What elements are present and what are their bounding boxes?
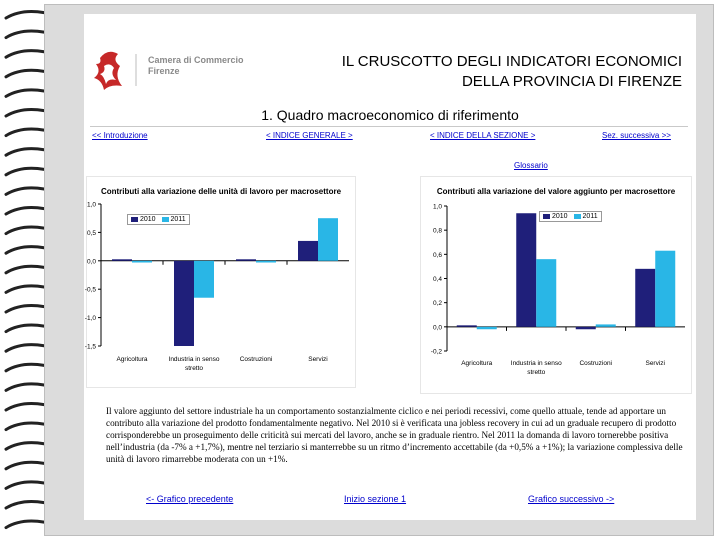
chart-title: Contributi alla variazione del valore aggiunto per macrosettore xyxy=(436,187,676,196)
bar-2010-2 xyxy=(174,261,194,346)
y-tick-label: 1,0 xyxy=(432,203,442,211)
legend-swatch-2011 xyxy=(574,214,581,219)
previous-chart-link[interactable]: <- Grafico precedente xyxy=(146,494,234,504)
bar-2011-1 xyxy=(132,261,152,263)
x-tick-label: Servizi xyxy=(645,360,666,367)
legend-swatch-2010 xyxy=(131,217,138,222)
chart-plot xyxy=(421,177,691,393)
chart-legend xyxy=(539,211,602,222)
y-tick-label: -1,5 xyxy=(84,343,96,351)
y-tick-label: -1,0 xyxy=(84,315,96,323)
bar-2011-4 xyxy=(655,251,675,327)
logo-line-2: Firenze xyxy=(148,66,180,76)
bar-2010-4 xyxy=(635,269,655,327)
title-line-1: IL CRUSCOTTO DEGLI INDICATORI ECONOMICI xyxy=(341,53,682,70)
y-tick-label: 0,5 xyxy=(86,229,96,237)
labour-units-chart xyxy=(86,176,356,388)
chart-plot xyxy=(84,177,355,387)
legend-swatch-2011 xyxy=(162,217,169,222)
intro-link[interactable]: << Introduzione xyxy=(92,131,148,140)
y-tick-label: 0,4 xyxy=(432,276,442,283)
page-content xyxy=(84,14,696,520)
logo-line-1: Camera di Commercio xyxy=(148,55,244,65)
y-tick-label: -0,2 xyxy=(430,348,442,356)
bar-2011-3 xyxy=(596,324,616,326)
bar-2011-3 xyxy=(256,261,276,263)
header-divider xyxy=(90,126,688,127)
glossary-link[interactable]: Glossario xyxy=(514,161,548,170)
next-chart-link[interactable]: Grafico successivo -> xyxy=(528,494,615,504)
x-tick-label: Agricoltura xyxy=(461,360,493,367)
bar-2010-4 xyxy=(298,241,318,261)
section-start-link[interactable]: Inizio sezione 1 xyxy=(344,494,407,504)
x-tick-label: stretto xyxy=(184,365,204,372)
y-tick-label: 0,2 xyxy=(432,300,442,308)
page-title xyxy=(342,52,682,92)
chart-title: Contributi alla variazione delle unità di lavoro per macrosettore xyxy=(100,187,342,196)
legend-label-2010: 2010 xyxy=(140,216,156,223)
section-subtitle: 1. Quadro macroeconomico di riferimento xyxy=(261,107,519,123)
y-tick-label: 0,0 xyxy=(86,258,96,266)
next-section-link[interactable]: Sez. successiva >> xyxy=(602,131,671,140)
y-tick-label: -0,5 xyxy=(84,286,96,294)
y-tick-label: 0,8 xyxy=(432,227,442,235)
title-line-2: DELLA PROVINCIA DI FIRENZE xyxy=(461,73,682,90)
x-tick-label: Costruzioni xyxy=(239,356,273,363)
y-tick-label: 0,0 xyxy=(432,324,442,332)
bar-2010-2 xyxy=(516,213,536,327)
legend-label-2011: 2011 xyxy=(582,213,598,220)
bar-2011-2 xyxy=(194,261,214,298)
x-tick-label: Agricoltura xyxy=(116,356,148,363)
x-tick-label: Costruzioni xyxy=(579,360,613,367)
bar-2011-2 xyxy=(536,259,556,327)
y-tick-label: 1,0 xyxy=(86,201,96,209)
x-tick-label: stretto xyxy=(527,369,546,376)
x-tick-label: Industria in senso xyxy=(510,360,562,367)
chart-legend xyxy=(127,214,190,225)
general-index-link[interactable]: < INDICE GENERALE > xyxy=(266,131,353,140)
bar-2010-3 xyxy=(576,327,596,329)
bar-2011-4 xyxy=(318,218,338,261)
legend-label-2011: 2011 xyxy=(170,216,186,223)
bar-2010-3 xyxy=(236,259,256,261)
section-index-link[interactable]: < INDICE DELLA SEZIONE > xyxy=(430,131,536,140)
value-added-chart xyxy=(420,176,692,394)
bar-2010-1 xyxy=(112,259,132,261)
x-tick-label: Servizi xyxy=(308,356,328,363)
y-tick-label: 0,6 xyxy=(432,251,442,259)
commentary-paragraph: Il valore aggiunto del settore industriale ha un comportamento sostanzialmente ciclico e nei periodi recessivi, come quello attuale, tende ad apportare un contributo alla variazione del prodotto fondamentalmente negativo. Nel 2010 si è verificata una jobless recovery in cui ad un graduale recupero di prodotto corrisponderebbe un proseguimento delle criticità sui mercati del lavoro, anche se in graduale rientro. Nel 2011 la domanda di lavoro tornerebbe positiva nell’industria (da -7% a +1,7%), mentre nel terziario si manterrebbe su un ritmo d’incremento accettabile (da +0,5% a +1%); la variazione complessiva delle unità di lavoro rimarrebbe moderata con un +1%. xyxy=(106,406,683,464)
bar-2011-1 xyxy=(477,327,497,329)
x-tick-label: Industria in senso xyxy=(168,356,220,363)
logo-text xyxy=(148,55,244,77)
bar-2010-1 xyxy=(457,325,477,327)
legend-label-2010: 2010 xyxy=(552,213,568,220)
legend-swatch-2010 xyxy=(543,214,550,219)
